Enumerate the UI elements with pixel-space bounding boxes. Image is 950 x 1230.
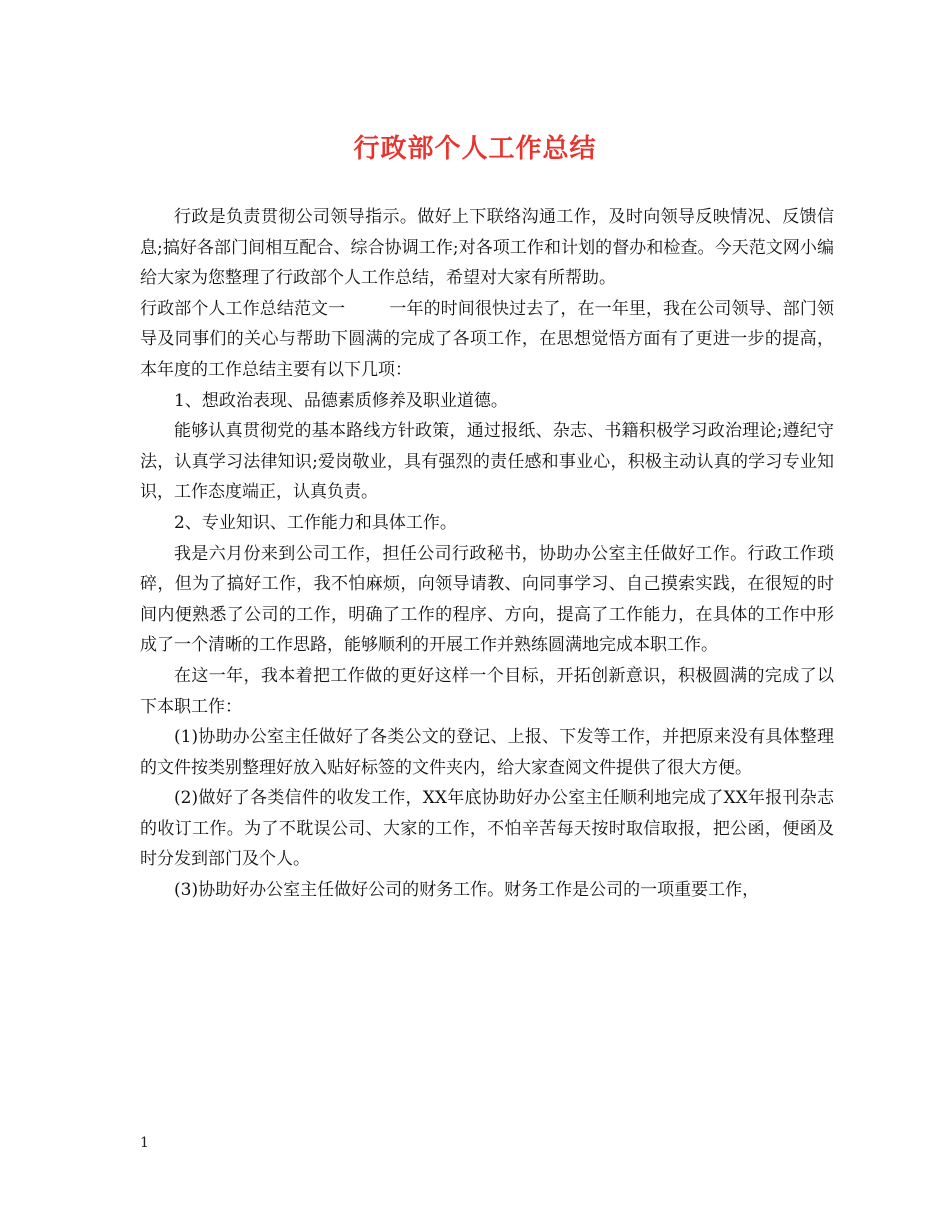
section-heading-2: 2、专业知识、工作能力和具体工作。 [174,512,457,533]
document-body [140,202,834,906]
list-item: (3)协助好办公室主任做好公司的财务工作。财务工作是公司的一项重要工作， [174,880,760,901]
body-paragraph: 我是六月份来到公司工作，担任公司行政秘书，协助办公室主任做好工作。行政工作琐碎，但为了搞好工作，我不怕麻烦，向领导请教、向同事学习、自己摸索实践，在很短的时间内便熟悉了公司的工作，明确了工作的程序、方向，提高了工作能力，在具体的工作中形成了一个清晰的工作思路，能够顺利的开展工作并熟练圆满地完成本职工作。 [140,543,834,656]
body-paragraph: 在这一年，我本着把工作做的更好这样一个目标，开拓创新意识，积极圆满的完成了以下本职工作： [140,665,834,717]
list-item: (2)做好了各类信件的收发工作，XX年底协助好办公室主任顺利地完成了XX年报刊杂志的收订工作。为了不耽误公司、大家的工作，不怕辛苦每天按时取信取报，把公函，便函及时分发到部门及个人。 [140,788,834,870]
intro-paragraph: 行政是负责贯彻公司领导指示。做好上下联络沟通工作，及时向领导反映情况、反馈信息;搞好各部门间相互配合、综合协调工作;对各项工作和计划的督办和检查。今天范文网小编给大家为您整理了行政部个人工作总结，希望对大家有所帮助。 [140,207,834,289]
page-number: 1 [140,1135,149,1151]
list-item: (1)协助办公室主任做好了各类公文的登记、上报、下发等工作，并把原来没有具体整理的文件按类别整理好放入贴好标签的文件夹内，给大家查阅文件提供了很大方便。 [140,727,834,778]
sample-opening: 一年的时间很快过去了，在一年里，我在公司领导、部门领导及同事们的关心与帮助下圆满的完成了各项工作，在思想觉悟方面有了更进一步的提高，本年度的工作总结主要有以下几项： [140,298,835,380]
sample-paragraph [140,294,834,386]
document-title: 行政部个人工作总结 [353,134,597,164]
body-paragraph: 能够认真贯彻党的基本路线方针政策，通过报纸、杂志、书籍积极学习政治理论;遵纪守法，认真学习法律知识;爱岗敬业，具有强烈的责任感和事业心，积极主动认真的学习专业知识，工作态度端正，认真负责。 [140,421,834,503]
sample-heading: 行政部个人工作总结范文一 [140,298,346,319]
section-heading-1: 1、想政治表现、品德素质修养及职业道德。 [174,390,508,411]
